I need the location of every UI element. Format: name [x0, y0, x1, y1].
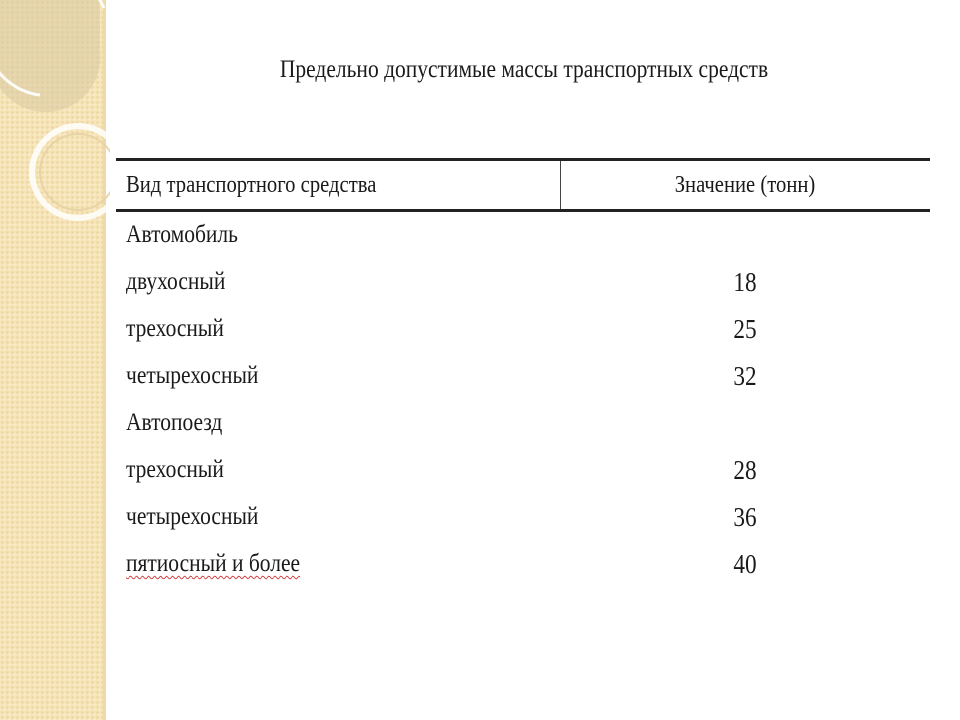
row-label: Автопоезд — [126, 409, 223, 436]
table-header — [116, 158, 930, 212]
row-label: четырехосный — [126, 362, 259, 389]
table-row — [116, 259, 930, 306]
row-value: 36 — [733, 502, 757, 532]
row-label: четырехосный — [126, 503, 259, 530]
row-label: трехосный — [126, 315, 224, 342]
table-row — [116, 353, 930, 400]
table-row — [116, 400, 930, 447]
row-label: трехосный — [126, 456, 224, 483]
row-label: Автомобиль — [126, 221, 238, 248]
row-value: 25 — [733, 314, 757, 344]
slide-content — [116, 46, 932, 602]
header-vehicle-type: Вид транспортного средства — [126, 172, 377, 198]
row-value: 28 — [733, 455, 757, 485]
header-value: Значение (тонн) — [674, 172, 816, 198]
slide-title: Предельно допустимые массы транспортных средств — [279, 56, 769, 83]
mass-table — [116, 158, 930, 588]
table-row — [116, 541, 930, 588]
decorative-circle-top — [0, 0, 100, 112]
table-row — [116, 306, 930, 353]
header-divider — [560, 161, 561, 209]
table-body — [116, 212, 930, 588]
decorative-ring-middle-inner — [40, 134, 110, 210]
row-value: 18 — [733, 267, 757, 297]
decorative-circles — [0, 0, 110, 240]
row-value: 32 — [733, 361, 757, 391]
row-label-spellcheck: пятиосный и более — [126, 550, 301, 577]
row-value: 40 — [733, 549, 757, 579]
table-row — [116, 212, 930, 259]
table-row — [116, 494, 930, 541]
table-row — [116, 447, 930, 494]
row-label: двухосный — [126, 268, 226, 295]
